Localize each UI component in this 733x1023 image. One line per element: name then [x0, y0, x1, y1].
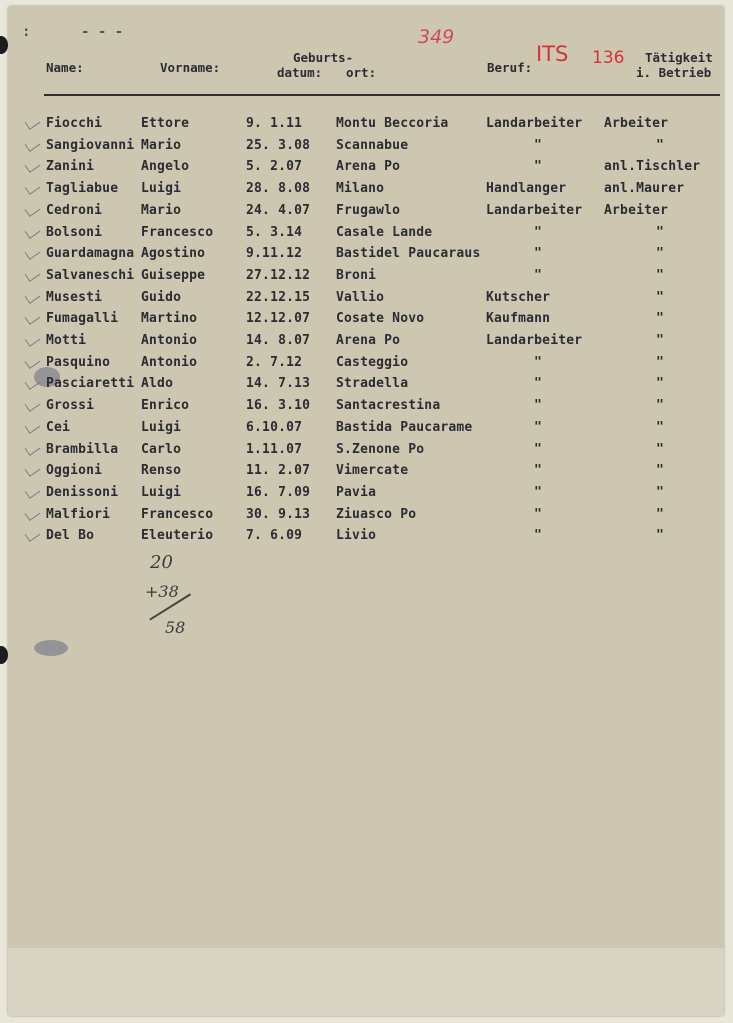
its-stamp-number: 136 — [592, 48, 625, 68]
birthdate-cell: 7. 6.09 — [246, 528, 303, 543]
header-vorname: Vorname: — [160, 60, 221, 75]
birthdate-cell: 1.11.07 — [246, 442, 303, 457]
firstname-cell: Renso — [141, 463, 182, 478]
surname-cell: Tagliabue — [46, 181, 119, 196]
firstname-cell: Antonio — [141, 355, 198, 370]
occupation-cell: " — [534, 246, 543, 261]
header-name: Name: — [46, 60, 84, 75]
birthdate-cell: 27.12.12 — [246, 268, 311, 283]
surname-cell: Del Bo — [46, 528, 95, 543]
activity-cell: anl.Tischler — [604, 159, 701, 174]
surname-cell: Salvaneschi — [46, 268, 135, 283]
firstname-cell: Guiseppe — [141, 268, 206, 283]
activity-cell: " — [656, 398, 665, 413]
birthdate-cell: 14. 7.13 — [246, 376, 311, 391]
surname-cell: Bolsoni — [46, 225, 103, 240]
firstname-cell: Angelo — [141, 159, 190, 174]
surname-cell: Denissoni — [46, 485, 119, 500]
its-stamp: ITS — [536, 42, 569, 66]
birthdate-cell: 14. 8.07 — [246, 333, 311, 348]
birthdate-cell: 16. 3.10 — [246, 398, 311, 413]
page-number-handwritten: 349 — [418, 26, 455, 48]
occupation-cell: Handlanger — [486, 181, 567, 196]
firstname-cell: Mario — [141, 138, 182, 153]
birthdate-cell: 9.11.12 — [246, 246, 303, 261]
surname-cell: Motti — [46, 333, 87, 348]
punch-hole-bottom — [0, 646, 8, 664]
activity-cell: " — [656, 355, 665, 370]
birthplace-cell: Arena Po — [336, 333, 401, 348]
firstname-cell: Luigi — [141, 485, 182, 500]
firstname-cell: Luigi — [141, 420, 182, 435]
birthplace-cell: Casteggio — [336, 355, 409, 370]
activity-cell: Arbeiter — [604, 116, 669, 131]
surname-cell: Cedroni — [46, 203, 103, 218]
surname-cell: Brambilla — [46, 442, 119, 457]
occupation-cell: " — [534, 138, 543, 153]
firstname-cell: Antonio — [141, 333, 198, 348]
firstname-cell: Enrico — [141, 398, 190, 413]
birthdate-cell: 30. 9.13 — [246, 507, 311, 522]
firstname-cell: Luigi — [141, 181, 182, 196]
occupation-cell: " — [534, 442, 543, 457]
birthplace-cell: Vallio — [336, 290, 385, 305]
activity-cell: " — [656, 246, 665, 261]
birthdate-cell: 28. 8.08 — [246, 181, 311, 196]
activity-cell: Arbeiter — [604, 203, 669, 218]
surname-cell: Malfiori — [46, 507, 111, 522]
birthplace-cell: Arena Po — [336, 159, 401, 174]
surname-cell: Oggioni — [46, 463, 103, 478]
surname-cell: Musesti — [46, 290, 103, 305]
activity-cell: " — [656, 268, 665, 283]
activity-cell: " — [656, 376, 665, 391]
birthplace-cell: Frugawlo — [336, 203, 401, 218]
occupation-cell: " — [534, 398, 543, 413]
surname-cell: Pasciaretti — [46, 376, 135, 391]
occupation-cell: Landarbeiter — [486, 333, 583, 348]
occupation-cell: Landarbeiter — [486, 203, 583, 218]
birthplace-cell: Montu Beccoria — [336, 116, 449, 131]
activity-cell: " — [656, 290, 665, 305]
birthplace-cell: Milano — [336, 181, 385, 196]
firstname-cell: Ettore — [141, 116, 190, 131]
activity-cell: " — [656, 138, 665, 153]
birthdate-cell: 16. 7.09 — [246, 485, 311, 500]
activity-cell: " — [656, 528, 665, 543]
birthplace-cell: Vimercate — [336, 463, 409, 478]
surname-cell: Grossi — [46, 398, 95, 413]
firstname-cell: Martino — [141, 311, 198, 326]
occupation-cell: " — [534, 485, 543, 500]
birthdate-cell: 22.12.15 — [246, 290, 311, 305]
birthdate-cell: 5. 3.14 — [246, 225, 303, 240]
sheet-bottom-strip — [8, 948, 724, 1016]
activity-cell: " — [656, 225, 665, 240]
birthplace-cell: Broni — [336, 268, 377, 283]
surname-cell: Fumagalli — [46, 311, 119, 326]
punch-hole-top — [0, 36, 8, 54]
activity-cell: " — [656, 463, 665, 478]
occupation-cell: Kutscher — [486, 290, 551, 305]
firstname-cell: Agostino — [141, 246, 206, 261]
firstname-cell: Eleuterio — [141, 528, 214, 543]
birthdate-cell: 25. 3.08 — [246, 138, 311, 153]
birthdate-cell: 11. 2.07 — [246, 463, 311, 478]
occupation-cell: " — [534, 463, 543, 478]
surname-cell: Cei — [46, 420, 71, 435]
handwritten-count: 20 — [150, 552, 173, 573]
surname-cell: Pasquino — [46, 355, 111, 370]
occupation-cell: " — [534, 268, 543, 283]
birthplace-cell: Stradella — [336, 376, 409, 391]
header-betrieb: i. Betrieb — [636, 65, 712, 80]
birthdate-cell: 24. 4.07 — [246, 203, 311, 218]
surname-cell: Guardamagna — [46, 246, 135, 261]
firstname-cell: Francesco — [141, 507, 214, 522]
header-taetigkeit: Tätigkeit — [645, 50, 713, 65]
occupation-cell: " — [534, 420, 543, 435]
header-rule — [44, 94, 720, 96]
activity-cell: anl.Maurer — [604, 181, 685, 196]
firstname-cell: Carlo — [141, 442, 182, 457]
header-geburts: Geburts- — [293, 50, 354, 65]
birthdate-cell: 5. 2.07 — [246, 159, 303, 174]
occupation-cell: " — [534, 376, 543, 391]
occupation-cell: " — [534, 355, 543, 370]
birthplace-cell: S.Zenone Po — [336, 442, 425, 457]
occupation-cell: Kaufmann — [486, 311, 551, 326]
activity-cell: " — [656, 485, 665, 500]
header-beruf: Beruf: — [487, 60, 533, 75]
firstname-cell: Francesco — [141, 225, 214, 240]
handwritten-addition: +38 — [145, 582, 179, 601]
ink-blot — [34, 640, 68, 656]
birthplace-cell: Bastidel Paucaraus — [336, 246, 481, 261]
occupation-cell: " — [534, 159, 543, 174]
occupation-cell: " — [534, 225, 543, 240]
birthplace-cell: Pavia — [336, 485, 377, 500]
activity-cell: " — [656, 442, 665, 457]
firstname-cell: Aldo — [141, 376, 174, 391]
activity-cell: " — [656, 311, 665, 326]
birthplace-cell: Ziuasco Po — [336, 507, 417, 522]
handwritten-total: 58 — [165, 618, 186, 637]
activity-cell: " — [656, 507, 665, 522]
birthdate-cell: 9. 1.11 — [246, 116, 303, 131]
header-ort: ort: — [346, 65, 377, 80]
corner-marks: : - - - — [22, 24, 124, 40]
birthplace-cell: Livio — [336, 528, 377, 543]
header-datum: datum: — [277, 65, 323, 80]
birthplace-cell: Bastida Paucarame — [336, 420, 473, 435]
firstname-cell: Mario — [141, 203, 182, 218]
birthplace-cell: Cosate Novo — [336, 311, 425, 326]
birthplace-cell: Scannabue — [336, 138, 409, 153]
activity-cell: " — [656, 420, 665, 435]
birthplace-cell: Santacrestina — [336, 398, 441, 413]
birthplace-cell: Casale Lande — [336, 225, 433, 240]
activity-cell: " — [656, 333, 665, 348]
surname-cell: Fiocchi — [46, 116, 103, 131]
surname-cell: Sangiovanni — [46, 138, 135, 153]
occupation-cell: Landarbeiter — [486, 116, 583, 131]
occupation-cell: " — [534, 528, 543, 543]
surname-cell: Zanini — [46, 159, 95, 174]
firstname-cell: Guido — [141, 290, 182, 305]
birthdate-cell: 12.12.07 — [246, 311, 311, 326]
birthdate-cell: 2. 7.12 — [246, 355, 303, 370]
birthdate-cell: 6.10.07 — [246, 420, 303, 435]
occupation-cell: " — [534, 507, 543, 522]
